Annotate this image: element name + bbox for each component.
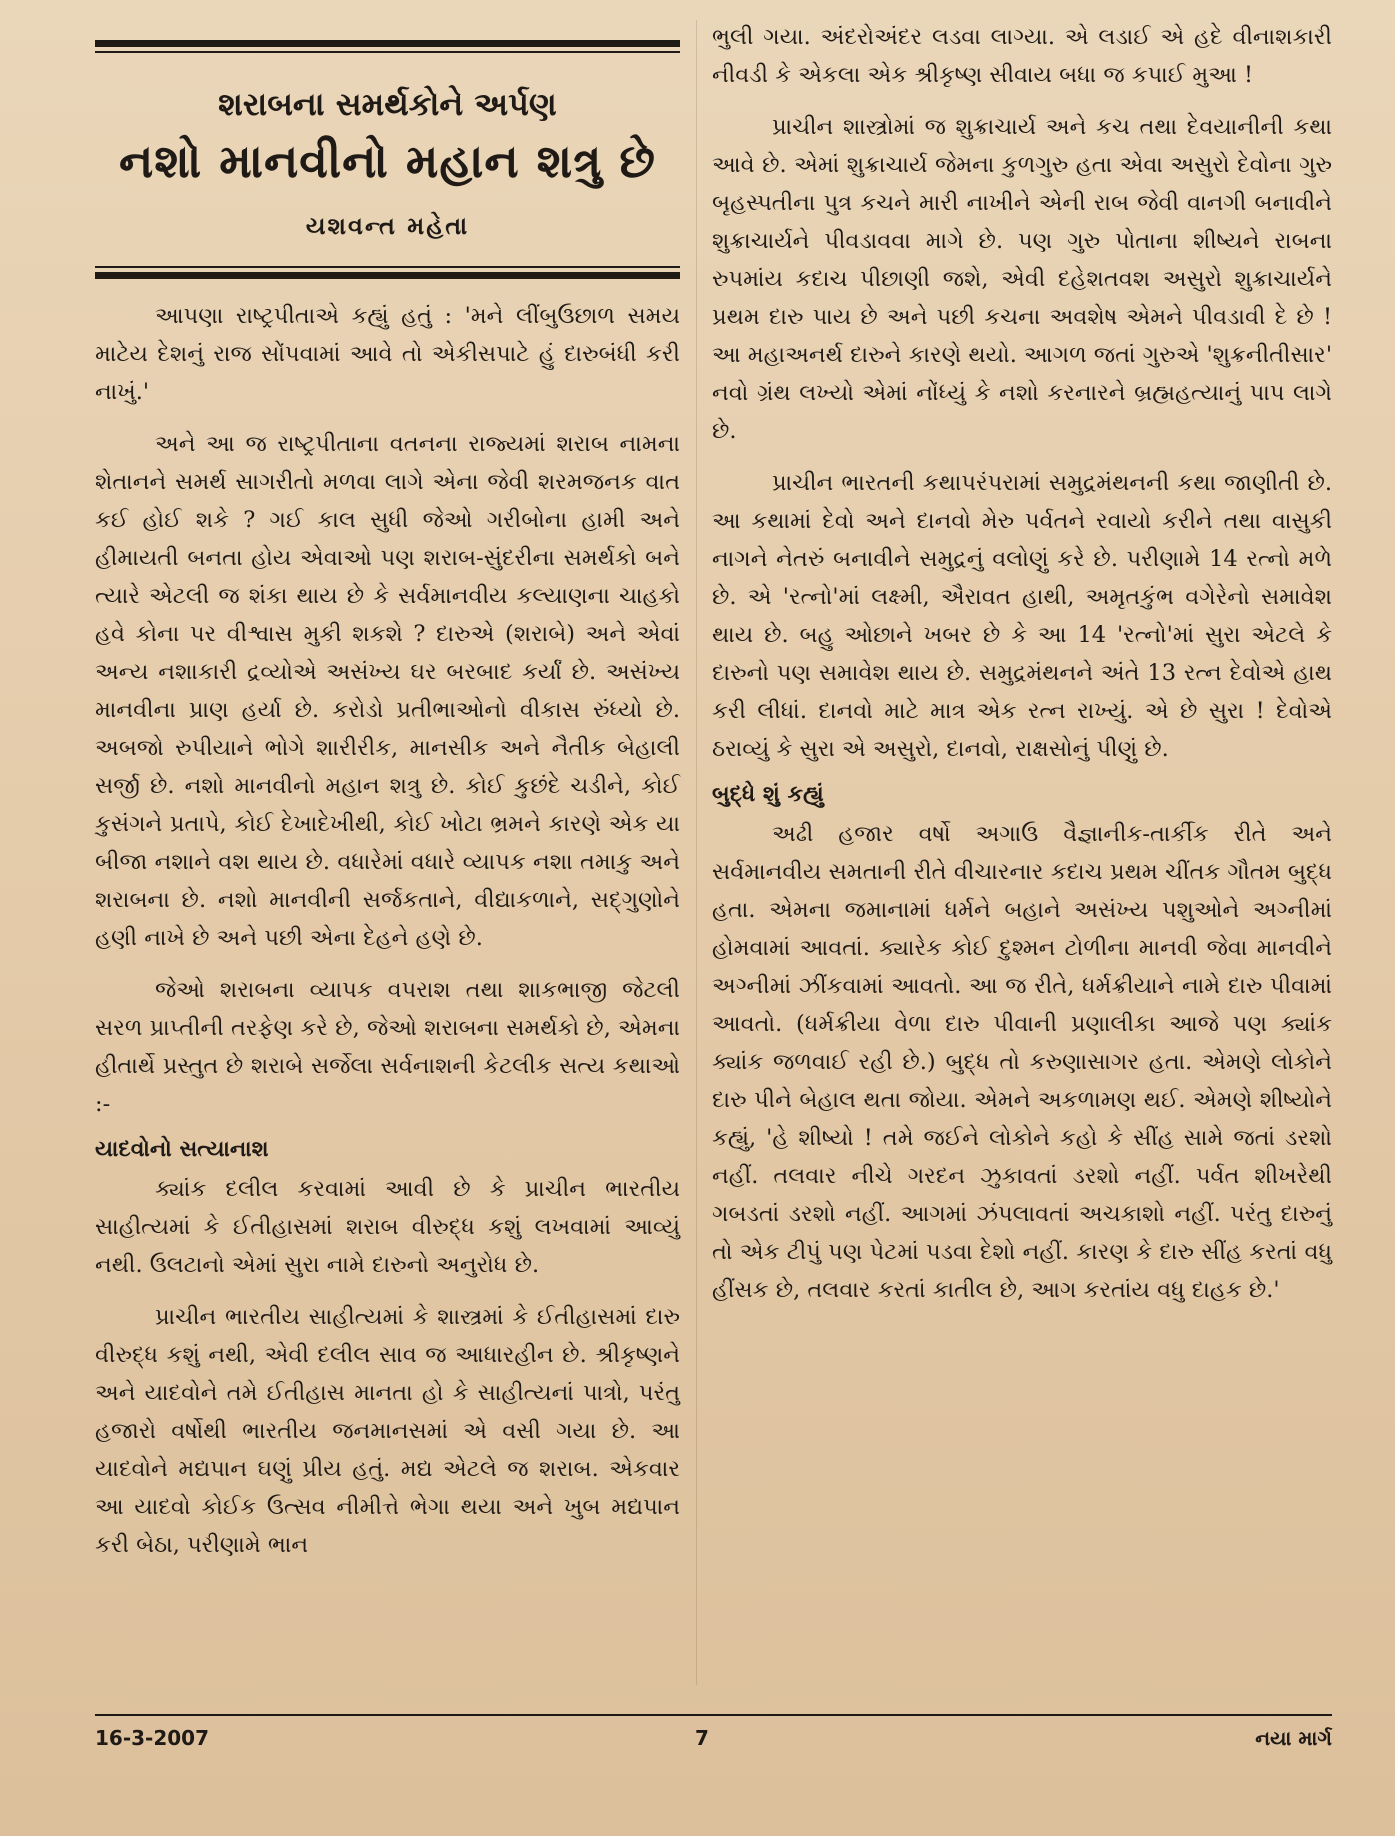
right-column — [712, 18, 1332, 1323]
column-divider — [696, 20, 697, 1685]
article-headline: નશો માનવીનો મહાન શત્રુ છે — [119, 134, 656, 188]
article-author: યશવન્ત મહેતા — [305, 212, 470, 240]
title-rule-bottom — [95, 272, 680, 279]
paragraph: પ્રાચીન ભારતીય સાહીત્યમાં કે શાસ્ત્રમાં કે ઈતીહાસમાં દારુ વીરુદ્ધ કશું નથી, એવી દલીલ સાવ જ આધારહીન છે. શ્રીકૃષ્ણને અને યાદવોને તમે ઈતીહાસ માનતા હો કે સાહીત્યનાં પાત્રો, પરંતુ હજારો વર્ષોથી ભારતીય જનમાનસમાં એ વસી ગયા છે. આ યાદવોને મદ્યપાન ઘણું પ્રીય હતું. મદ્ય એટલે જ શરાબ. એકવાર આ યાદવો કોઈક ઉત્સવ નીમીત્તે ભેગા થયા અને ખુબ મદ્યપાન કરી બેઠા, પરીણામે ભાન — [95, 1304, 680, 1558]
paragraph: આપણા રાષ્ટ્રપીતાએ કહ્યું હતું : 'મને લીંબુઉછાળ સમય માટેય દેશનું રાજ સોંપવામાં આવે તો એકીસપાટે હું દારુબંધી કરી નાખું.' — [95, 303, 680, 405]
article-kicker: શરાબના સમર્થકોને અર્પણ — [218, 85, 557, 123]
paragraph: અને આ જ રાષ્ટ્રપીતાના વતનના રાજ્યમાં શરાબ નામના શેતાનને સમર્થ સાગરીતો મળવા લાગે એના જેવી શરમજનક વાત કઈ હોઈ શકે ? ગઈ કાલ સુધી જેઓ ગરીબોના હામી અને હીમાયતી બનતા હોય એવાઓ પણ શરાબ-સુંદરીના સમર્થકો બને ત્યારે એટલી જ શંકા થાય છે કે સર્વમાનવીય કલ્યાણના ચાહકો હવે કોના પર વીશ્વાસ મુકી શકશે ? દારુએ (શરાબે) અને એવાં અન્ય નશાકારી દ્રવ્યોએ અસંખ્ય ઘર બરબાદ કર્યાં છે. અસંખ્ય માનવીના પ્રાણ હર્યા છે. કરોડો પ્રતીભાઓનો વીકાસ રુંધ્યો છે. અબજો રુપીયાને ભોગે શારીરીક, માનસીક અને નૈતીક બેહાલી સર્જી છે. નશો માનવીનો મહાન શત્રુ છે. કોઈ કુછંદે ચડીને, કોઈ કુસંગને પ્રતાપે, કોઈ દેખાદેખીથી, કોઈ ખોટા ભ્રમને કારણે એક યા બીજા નશાને વશ થાય છે. વધારેમાં વધારે વ્યાપક નશા તમાકુ અને શરાબના છે. નશો માનવીની સર્જકતાને, વીદ્યાકળાને, સદ્‌ગુણોને હણી નાખે છે અને પછી એના દેહને હણે છે. — [95, 431, 680, 951]
page-footer — [95, 1714, 1332, 1754]
title-block — [95, 53, 680, 266]
title-rule-bottom-thin — [95, 266, 680, 268]
paragraph: જેઓ શરાબના વ્યાપક વપરાશ તથા શાકભાજી જેટલી સરળ પ્રાપ્તીની તરફેણ કરે છે, જેઓ શરાબના સમર્થકો છે, એમના હીતાર્થે પ્રસ્તુત છે શરાબે સર્જેલા સર્વનાશની કેટલીક સત્ય કથાઓ :- — [95, 977, 680, 1117]
page-number: 7 — [695, 1726, 709, 1750]
title-rule-top — [95, 40, 680, 47]
paragraph: ક્યાંક દલીલ કરવામાં આવી છે કે પ્રાચીન ભારતીય સાહીત્યમાં કે ઈતીહાસમાં શરાબ વીરુદ્ધ કશું લખવામાં આવ્યું નથી. ઉલટાનો એમાં સુરા નામે દારુનો અનુરોધ છે. — [95, 1176, 680, 1278]
section-heading: બુદ્ધે શું કહ્યું — [712, 782, 824, 807]
magazine-name: નયા માર્ગ — [1255, 1726, 1332, 1750]
left-column — [95, 40, 680, 1578]
paragraph: ભુલી ગયા. અંદરોઅંદર લડવા લાગ્યા. એ લડાઈ એ હદે વીનાશકારી નીવડી કે એકલા એક શ્રીકૃષ્ણ સીવાય બધા જ કપાઈ મુઆ ! — [712, 24, 1332, 88]
paragraph: પ્રાચીન ભારતની કથાપરંપરામાં સમુદ્રમંથનની કથા જાણીતી છે. આ કથામાં દેવો અને દાનવો મેરુ પર્વતને રવાયો કરીને તથા વાસુકી નાગને નેતરું બનાવીને સમુદ્રનું વલોણું કરે છે. પરીણામે 14 રત્નો મળે છે. એ 'રત્નો'માં લક્ષ્મી, ઐરાવત હાથી, અમૃતકુંભ વગેરેનો સમાવેશ થાય છે. બહુ ઓછાને ખબર છે કે આ 14 'રત્નો'માં સુરા એટલે કે દારુનો પણ સમાવેશ થાય છે. સમુદ્રમંથનને અંતે 13 રત્ન દેવોએ હાથ કરી લીધાં. દાનવો માટે માત્ર એક રત્ન રાખ્યું. એ છે સુરા ! દેવોએ ઠરાવ્યું કે સુરા એ અસુરો, દાનવો, રાક્ષસોનું પીણું છે. — [712, 470, 1332, 762]
paragraph: પ્રાચીન શાસ્ત્રોમાં જ શુક્રાચાર્ય અને કચ તથા દેવયાનીની કથા આવે છે. એમાં શુક્રાચાર્ય જેમના કુળગુરુ હતા એવા અસુરો દેવોના ગુરુ બૃહસ્પતીના પુત્ર કચને મારી નાખીને એની રાબ જેવી વાનગી બનાવીને શુક્રાચાર્યને પીવડાવવા માગે છે. પણ ગુરુ પોતાના શીષ્યને રાબના રુપમાંય કદાચ પીછાણી જશે, એવી દહેશતવશ અસુરો શુક્રાચાર્યને પ્રથમ દારુ પાય છે અને પછી કચના અવશેષ એમને પીવડાવી દે છે ! આ મહાઅનર્થ દારુને કારણે થયો. આગળ જતાં ગુરુએ 'શુક્રનીતીસાર' નવો ગ્રંથ લખ્યો એમાં નોંધ્યું કે નશો કરનારને બ્રહ્મહત્યાનું પાપ લાગે છે. — [712, 114, 1332, 444]
paragraph: અઢી હજાર વર્ષો અગાઉ વૈજ્ઞાનીક-તાર્કીક રીતે અને સર્વમાનવીય સમતાની રીતે વીચારનાર કદાચ પ્રથમ ચીંતક ગૌતમ બુદ્ધ હતા. એમના જમાનામાં ધર્મને બહાને અસંખ્ય પશુઓને અગ્નીમાં હોમવામાં આવતાં. ક્યારેક કોઈ દુશ્મન ટોળીના માનવી જેવા માનવીને અગ્નીમાં ઝીંકવામાં આવતો. આ જ રીતે, ધર્મક્રીયાને નામે દારુ પીવામાં આવતો. (ધર્મક્રીયા વેળા દારુ પીવાની પ્રણાલીકા આજે પણ ક્યાંક ક્યાંક જળવાઈ રહી છે.) બુદ્ધ તો કરુણાસાગર હતા. એમણે લોકોને દારુ પીને બેહાલ થતા જોયા. એમને અકળામણ થઈ. એમણે શીષ્યોને કહ્યું, 'હે શીષ્યો ! તમે જઈને લોકોને કહો કે સીંહ સામે જતાં ડરશો નહીં. તલવાર નીચે ગરદન ઝુકાવતાં ડરશો નહીં. પર્વત શીખરેથી ગબડતાં ડરશો નહીં. આગમાં ઝંપલાવતાં અચકાશો નહીં. પરંતુ દારુનું તો એક ટીપું પણ પેટમાં પડવા દેશો નહીં. કારણ કે દારુ સીંહ કરતાં વધુ હીંસક છે, તલવાર કરતાં કાતીલ છે, આગ કરતાંય વધુ દાહક છે.' — [712, 821, 1332, 1303]
section-heading: યાદવોનો સત્યાનાશ — [95, 1137, 269, 1162]
issue-date: 16-3-2007 — [95, 1726, 210, 1750]
